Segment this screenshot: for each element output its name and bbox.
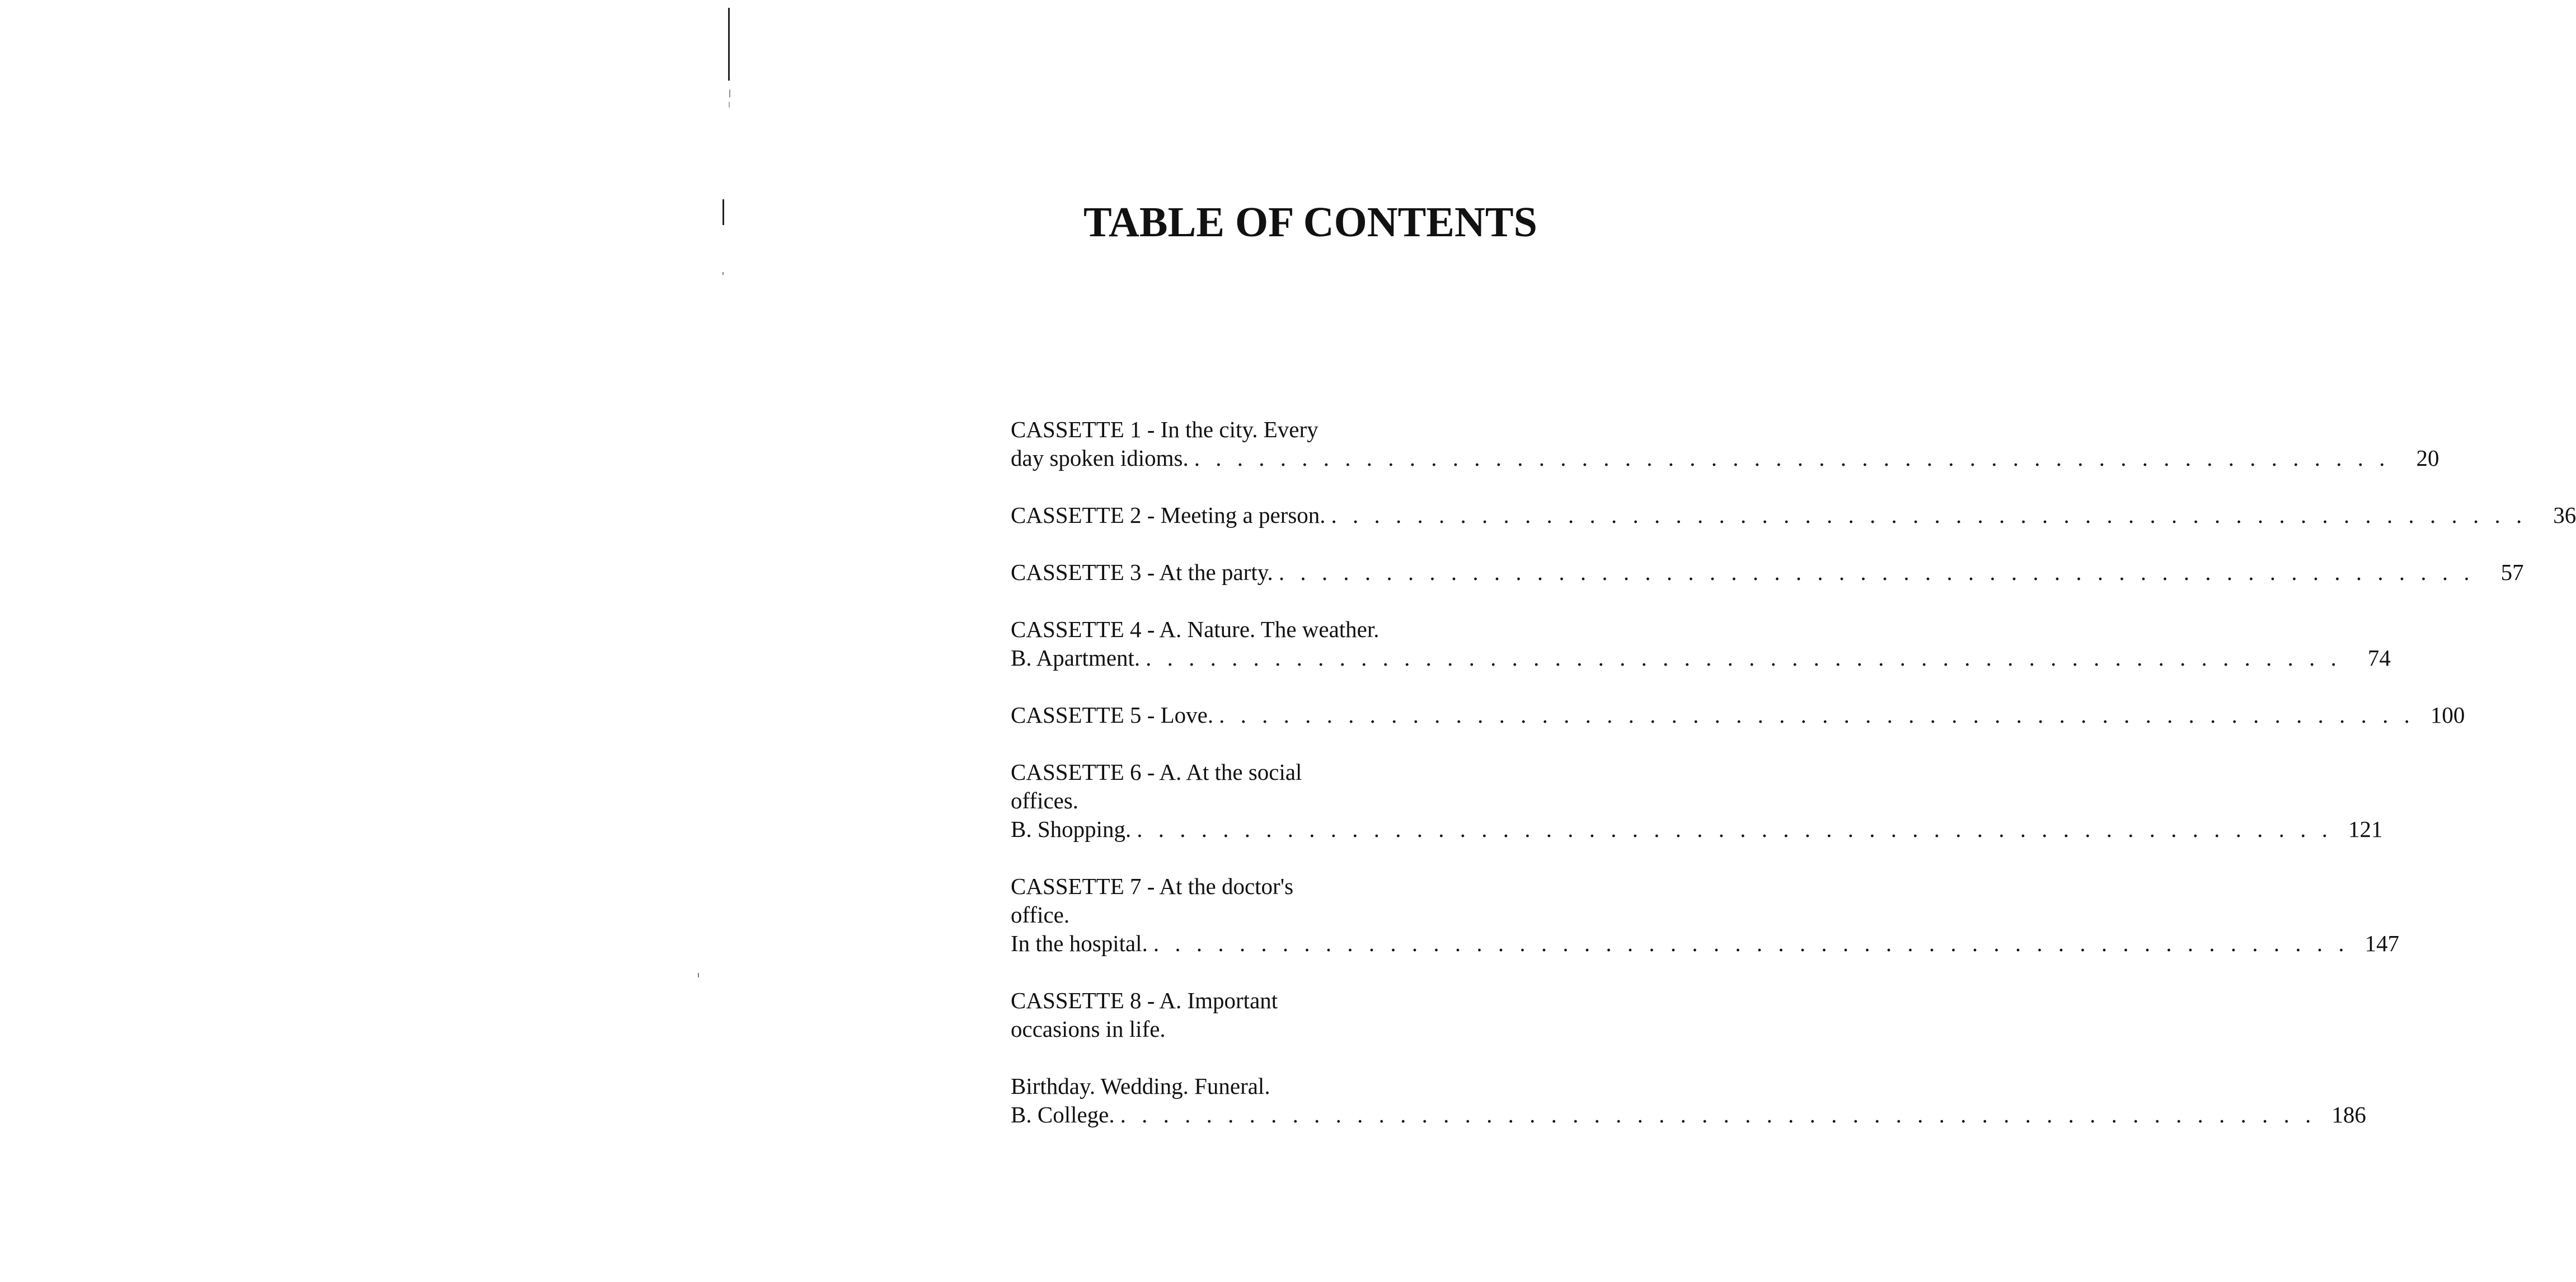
toc-entry-final-line: [1011, 501, 2576, 530]
page-number: 100: [2430, 702, 2465, 728]
toc-entry[interactable]: [1011, 558, 2524, 587]
dot-leader: . . . . . . . . . . . . . . . . . . . . . . . . . . . . . . . . . . . . . . . . . . . . . . . . . . . . . . . .: [1120, 1102, 2316, 1127]
page-number: 147: [2364, 930, 2400, 956]
toc-entry[interactable]: [1011, 415, 2439, 472]
page-number: 57: [2500, 559, 2524, 585]
dot-leader: . . . . . . . . . . . . . . . . . . . . . . . . . . . . . . . . . . . . . . . . . . . . . . . . . . . . . . . .: [1219, 702, 2415, 728]
toc-entry-final-line: [1011, 644, 2391, 672]
toc-entry-line: Birthday. Wedding. Funeral.: [1011, 1073, 1270, 1099]
toc-entry-line: office.: [1011, 902, 1070, 928]
toc-entry-final-line: [1011, 558, 2524, 587]
toc-entry-final-line: [1011, 929, 2400, 958]
scan-mark: [729, 90, 730, 97]
page-number: 36: [2553, 502, 2576, 528]
toc-entry-line: occasions in life.: [1011, 1016, 1166, 1042]
entry-gap: [1011, 1044, 1615, 1072]
toc-entry-line: CASSETTE 4 - A. Nature. The weather.: [1011, 616, 1380, 642]
dot-leader: . . . . . . . . . . . . . . . . . . . . . . . . . . . . . . . . . . . . . . . . . . . . . . . . . . . . . . . .: [1153, 930, 2349, 956]
toc-entry[interactable]: [1011, 701, 2465, 729]
toc-entry-line: CASSETTE 7 - At the doctor's: [1011, 873, 1294, 899]
entry-gap: [1011, 587, 1615, 615]
entry-gap: [1011, 958, 1615, 986]
page-number: 121: [2348, 816, 2383, 842]
toc-entry-final-line: [1011, 815, 2383, 844]
page-number: 74: [2367, 645, 2391, 671]
toc-entry[interactable]: [1011, 758, 2383, 844]
toc-list: [1011, 415, 2576, 1129]
toc-entry[interactable]: [1011, 1072, 2366, 1129]
scan-mark: [698, 973, 699, 977]
entry-gap: [1011, 844, 1615, 872]
toc-entry-label: CASSETTE 2 - Meeting a person.: [1011, 502, 1326, 528]
scan-mark: [722, 272, 724, 275]
dot-leader: . . . . . . . . . . . . . . . . . . . . . . . . . . . . . . . . . . . . . . . . . . . . . . . . . . . . . . . .: [1137, 816, 2333, 842]
page-number: 186: [2331, 1102, 2366, 1127]
toc-entry-final-line: [1011, 444, 2439, 472]
entry-gap: [1011, 729, 1615, 758]
toc-entry-label: B. College.: [1011, 1102, 1115, 1127]
toc-entry-label: CASSETTE 3 - At the party.: [1011, 559, 1273, 585]
dot-leader: . . . . . . . . . . . . . . . . . . . . . . . . . . . . . . . . . . . . . . . . . . . . . . . . . . . . . . . .: [1278, 559, 2475, 585]
toc-entry-line: CASSETTE 6 - A. At the social: [1011, 759, 1302, 785]
toc-entry-label: B. Shopping.: [1011, 816, 1132, 842]
scan-mark: [722, 199, 724, 225]
page-number: 20: [2416, 445, 2439, 471]
dot-leader: . . . . . . . . . . . . . . . . . . . . . . . . . . . . . . . . . . . . . . . . . . . . . . . . . . . . . . . .: [1194, 445, 2390, 471]
entry-gap: [1011, 530, 1615, 558]
toc-entry-label: B. Apartment.: [1011, 645, 1141, 671]
toc-entry[interactable]: [1011, 986, 1615, 1044]
toc-entry-final-line: [1011, 1101, 2366, 1129]
toc-entry-final-line: [1011, 701, 2465, 729]
page-title: TABLE OF CONTENTS: [1083, 199, 1537, 246]
toc-entry-line: CASSETTE 1 - In the city. Every: [1011, 417, 1319, 442]
toc-entry[interactable]: [1011, 615, 2391, 672]
toc-entry[interactable]: [1011, 872, 2400, 958]
scan-mark: [728, 8, 730, 81]
toc-entry-line: offices.: [1011, 788, 1079, 813]
scan-mark: [729, 102, 730, 107]
entry-gap: [1011, 472, 1615, 501]
dot-leader: . . . . . . . . . . . . . . . . . . . . . . . . . . . . . . . . . . . . . . . . . . . . . . . . . . . . . . . .: [1331, 502, 2527, 528]
dot-leader: . . . . . . . . . . . . . . . . . . . . . . . . . . . . . . . . . . . . . . . . . . . . . . . . . . . . . . . .: [1146, 645, 2342, 671]
toc-entry-label: In the hospital.: [1011, 930, 1148, 956]
toc-entry-label: CASSETTE 5 - Love.: [1011, 702, 1214, 728]
toc-entry-line: CASSETTE 8 - A. Important: [1011, 988, 1278, 1013]
toc-entry-label: day spoken idioms.: [1011, 445, 1189, 471]
entry-gap: [1011, 672, 1615, 701]
toc-entry[interactable]: [1011, 501, 2576, 530]
